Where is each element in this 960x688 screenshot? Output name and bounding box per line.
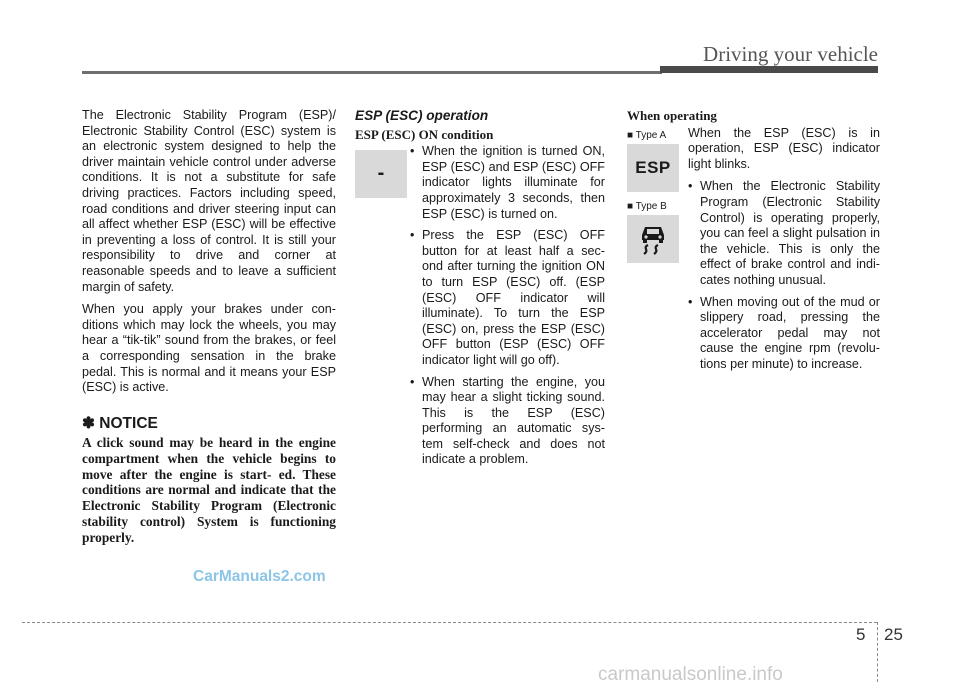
chapter-number: 5 (856, 625, 866, 644)
header-divider-thick (660, 66, 878, 73)
when-operating-heading: When operating (627, 108, 717, 123)
when-operating-bullet-list (688, 179, 880, 372)
esp-indicator-icon (355, 150, 407, 198)
list-item: • When moving out of the mud or slippery road, pressing the accelerator pedal may not cause the engine rpm (revolu- tions per minute) to increase. (688, 295, 880, 373)
list-item: • When starting the engine, you may hear a slight ticking sound. This is the ESP (ESC) performing an automatic sys- tem self-check and does not indicate a problem. (410, 375, 605, 469)
list-item: • When the ignition is turned ON, ESP (ESC) and ESP (ESC) OFF indicator lights illuminate for approximately 3 seconds, then ESP (ESC) is turned on. (410, 144, 605, 222)
footer-vertical-divider (877, 622, 878, 682)
esp-icon (627, 144, 679, 192)
notice-body: A click sound may be heard in the engine compartment when the vehicle begins to move after the engine is start- ed. These conditions are normal and indicate that the Electronic Stability Program (Electronic stability control) System is functioning properly. (82, 435, 336, 545)
list-item: • Press the ESP (ESC) OFF button for at least half a sec- ond after turning the ignition ON to turn ESP (ESC) off. (ESP (ESC) OFF indicator will illuminate). To turn the ESP (ESC) on, press the ESP (ESC) OFF button (ESP (ESC) OFF indicator light will go off). (410, 228, 605, 368)
when-operating-text (688, 126, 880, 373)
page-number: 25 (884, 625, 903, 644)
watermark-carmanualsonline[interactable]: carmanualsonline.info (598, 664, 783, 685)
notice-title: ✽ NOTICE (82, 414, 158, 432)
footer-divider (22, 622, 877, 623)
column-2 (355, 108, 605, 474)
column-1 (82, 108, 336, 552)
column-3 (627, 108, 880, 379)
list-item: • When the Electronic Stability Program (Electronic Stability Control) is operating properly, you can feel a slight pulsation in the vehicle. This is only the effect of brake control and indi- cates nothing unusual. (688, 179, 880, 288)
intro-paragraph: The Electronic Stability Program (ESP)/ Electronic Stability Control (ESC) system is an electronic system designed to help the driver maintain vehicle control under adverse conditions. It is not a substitute for safe driving practices. Factors including speed, road conditions and driver steering input can all affect whether ESP (ESC) will be effective in preventing a loss of control. It is still your responsibility to drive and corner at reasonable speeds and to leave a sufficient margin of safety. (82, 108, 336, 294)
esp-on-condition-heading: ESP (ESC) ON condition (355, 126, 494, 142)
esp-on-bullet-list (410, 144, 605, 468)
esp-icon-text: ESP (635, 157, 671, 177)
type-b-label: ■ Type B (627, 200, 667, 212)
brake-sound-paragraph: When you apply your brakes under con- ditions which may lock the wheels, you may hear a “tik-tik” sound from the brakes, or feel a corresponding sensation in the brake pedal. This is normal and it means your ESP (ESC) is active. (82, 302, 336, 395)
type-a-label: ■ Type A (627, 129, 667, 141)
operation-intro: When the ESP (ESC) is in operation, ESP (ESC) indicator light blinks. (688, 125, 880, 171)
watermark-carmanuals[interactable]: CarManuals2.com (193, 568, 326, 585)
skid-car-svg (638, 223, 668, 255)
skid-car-icon (627, 215, 679, 263)
when-operating-block (627, 126, 880, 373)
header-divider-thin (82, 71, 662, 74)
esp-on-block (355, 144, 605, 468)
indicator-dash-icon: - (377, 162, 385, 185)
section-header-title: Driving your vehicle (703, 42, 878, 66)
esp-operation-heading: ESP (ESC) operation (355, 108, 489, 123)
